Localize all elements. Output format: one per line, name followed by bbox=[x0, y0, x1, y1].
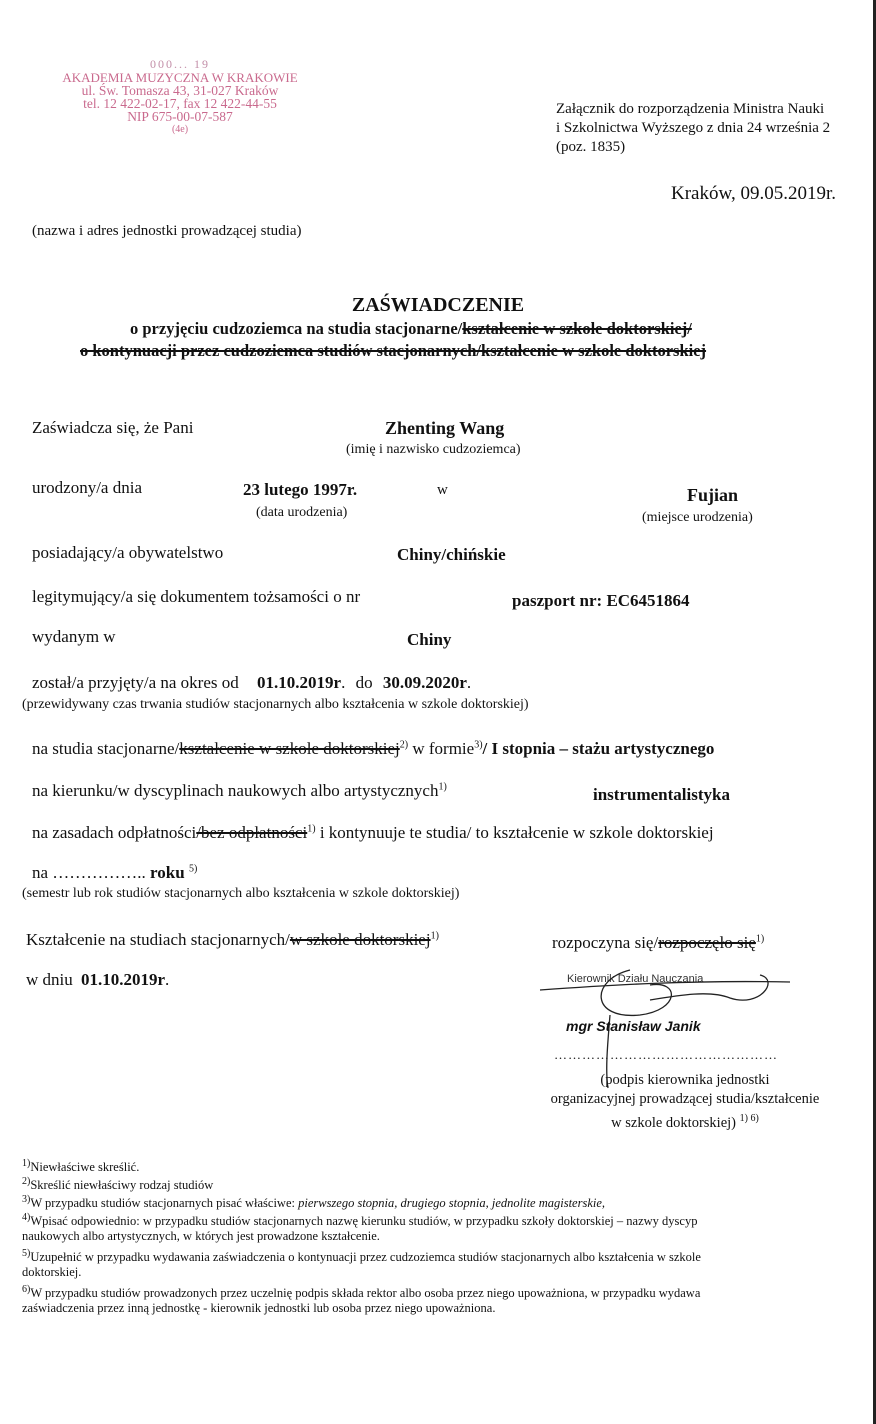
footnote-text: W przypadku studiów prowadzonych przez uczelnię podpis składa rektor albo osoba przez niego upoważniona, w przypadku wydawa bbox=[30, 1286, 701, 1301]
form-value: / I stopnia – stażu artystycznego bbox=[482, 739, 715, 758]
footnote-italic: pierwszego stopnia, drugiego stopnia, jednolite magisterskie, bbox=[298, 1196, 606, 1211]
admitted-label: został/a przyjęty/a na okres od 01.10.2019r. do 30.09.2020r. bbox=[32, 673, 472, 692]
document-title: ZAŚWIADCZENIE bbox=[351, 294, 525, 316]
field-text: na kierunku/w dyscyplinach naukowych albo artystycznych bbox=[32, 781, 439, 800]
admitted-text: został/a przyjęty/a na okres od bbox=[32, 673, 239, 692]
footnote-text: Uzupełnić w przypadku wydawania zaświadczenia o kontynuacji przez cudzoziemca studiów stacjonarnych albo kształcenia w szkole bbox=[30, 1250, 701, 1265]
footnote-6 bbox=[22, 1282, 700, 1316]
footnote-number: 4) bbox=[22, 1212, 31, 1223]
footnote-ref: 5) bbox=[188, 863, 198, 875]
annex-note bbox=[556, 100, 830, 157]
year-value: roku bbox=[150, 863, 185, 882]
id-value: paszport nr: EC6451864 bbox=[512, 591, 690, 610]
birth-date: 23 lutego 1997r. bbox=[243, 480, 358, 499]
field-value: instrumentalistyka bbox=[593, 785, 730, 804]
unit-caption: (nazwa i adres jednostki prowadzącej studia) bbox=[32, 223, 302, 239]
day-label: w dniu bbox=[26, 970, 73, 989]
day-line: w dniu 01.10.2019r. bbox=[26, 970, 170, 989]
start-line bbox=[26, 930, 439, 950]
footnote-text: Niewłaściwe skreślić. bbox=[30, 1160, 140, 1175]
birth-place-caption: (miejsce urodzenia) bbox=[642, 510, 753, 525]
footnote-number: 6) bbox=[22, 1284, 31, 1295]
citizenship-label: posiadający/a obywatelstwo bbox=[32, 543, 224, 562]
signature-stamp-title: Kierownik Działu Nauczania bbox=[567, 973, 704, 985]
annex-line: Załącznik do rozporządzenia Ministra Nauki bbox=[556, 101, 825, 117]
footnote-number: 1) bbox=[22, 1158, 31, 1169]
study-kept: na studia stacjonarne/ bbox=[32, 739, 180, 758]
year-label: na …………….. bbox=[32, 863, 146, 882]
stamp-institution: AKADEMIA MUZYCZNA W KRAKOWIE bbox=[62, 70, 298, 85]
issued-label: wydanym w bbox=[32, 627, 116, 646]
start-struck-2: rozpoczęło się bbox=[658, 933, 756, 952]
subtitle-struck: kształcenie w szkole doktorskiej/ bbox=[462, 319, 692, 338]
field-label bbox=[32, 781, 447, 801]
date-to: 30.09.2020r bbox=[382, 673, 467, 692]
study-struck: kształcenie w szkole doktorskiej bbox=[179, 739, 400, 758]
footnote-text: Skreślić niewłaściwy rodzaj studiów bbox=[30, 1178, 214, 1193]
stamp-number: 000... 19 bbox=[150, 57, 210, 71]
footnote-ref: 1) bbox=[307, 823, 316, 835]
footnote-continuation: zaświadczenia przez inną jednostkę - kierownik jednostki lub osoba przez niego upoważniona. bbox=[22, 1301, 496, 1316]
day-value: 01.10.2019r bbox=[81, 970, 166, 989]
footnote-1 bbox=[22, 1156, 139, 1175]
year-caption: (semestr lub rok studiów stacjonarnych albo kształcenia w szkole doktorskiej) bbox=[22, 886, 460, 901]
period-caption: (przewidywany czas trwania studiów stacjonarnych albo kształcenia w szkole doktorskiej) bbox=[22, 697, 529, 712]
signatory-name: mgr Stanisław Janik bbox=[566, 1018, 701, 1034]
born-label: urodzony/a dnia bbox=[32, 478, 142, 497]
signature-caption bbox=[515, 1071, 855, 1133]
date-from: 01.10.2019r bbox=[257, 673, 342, 692]
annex-line: (poz. 1835) bbox=[556, 139, 626, 155]
footnote-2 bbox=[22, 1174, 213, 1193]
intro-label: Zaświadcza się, że Pani bbox=[32, 418, 194, 437]
footnote-ref: 1) bbox=[755, 933, 765, 945]
fee-rest: i kontynuuje te studia/ to kształcenie w szkole doktorskiej bbox=[315, 823, 714, 842]
signature-line: ………………………………………… bbox=[554, 1047, 778, 1062]
footnote-5 bbox=[22, 1246, 701, 1280]
to-label: do bbox=[355, 673, 373, 692]
name-caption: (imię i nazwisko cudzoziemca) bbox=[346, 442, 521, 457]
footnote-number: 5) bbox=[22, 1248, 31, 1259]
footnote-ref: 1) bbox=[430, 930, 439, 942]
footnote-number: 2) bbox=[22, 1176, 31, 1187]
citizenship-value: Chiny/chińskie bbox=[397, 545, 506, 564]
start-kept: Kształcenie na studiach stacjonarnych/ bbox=[26, 930, 290, 949]
fee-line bbox=[32, 823, 714, 843]
start-mid: rozpoczyna się/ bbox=[552, 933, 659, 952]
subtitle-line-2: o kontynuacji przez cudzoziemca studiów stacjonarnych/kształcenie w szkole doktorskiej bbox=[80, 341, 707, 360]
id-label: legitymujący/a się dokumentem tożsamości o nr bbox=[32, 587, 361, 606]
footnote-4 bbox=[22, 1210, 697, 1244]
stamp-nip: NIP 675-00-07-587 bbox=[127, 109, 233, 124]
stamp-code: (4e) bbox=[171, 124, 189, 135]
place-date: Kraków, 09.05.2019r. bbox=[671, 183, 836, 204]
form-label: w formie bbox=[408, 739, 475, 758]
footnote-text: W przypadku studiów stacjonarnych pisać właściwe: bbox=[30, 1196, 299, 1211]
footnote-number: 3) bbox=[22, 1194, 31, 1205]
footnote-ref: 1) 6) bbox=[739, 1113, 759, 1124]
fee-kept: na zasadach odpłatności bbox=[32, 823, 197, 842]
footnote-continuation: doktorskiej. bbox=[22, 1265, 82, 1280]
footnote-ref: 1) bbox=[438, 781, 447, 793]
footnote-text: Wpisać odpowiednio: w przypadku studiów stacjonarnych nazwę kierunku studiów, w przypadku szkoły doktorskiej – nazwy dyscyp bbox=[30, 1214, 698, 1229]
footnote-3 bbox=[22, 1192, 605, 1211]
sig-caption-line: organizacyjnej prowadzącej studia/kształcenie bbox=[550, 1091, 820, 1107]
stamp-phone: tel. 12 422-02-17, fax 12 422-44-55 bbox=[83, 96, 277, 111]
footnote-continuation: naukowych albo artystycznych, w których jest prowadzone kształcenie. bbox=[22, 1229, 380, 1244]
issued-in: Chiny bbox=[407, 630, 452, 649]
subtitle-line-1 bbox=[130, 319, 692, 339]
sig-caption-line: (podpis kierownika jednostki bbox=[600, 1072, 770, 1088]
footnote-ref: 2) bbox=[399, 739, 409, 751]
annex-line: i Szkolnictwa Wyższego z dnia 24 września 2 bbox=[556, 120, 831, 136]
start-struck: w szkole doktorskiej bbox=[289, 930, 431, 949]
start-line-2 bbox=[552, 933, 764, 953]
birth-place: Fujian bbox=[687, 485, 739, 505]
foreigner-name: Zhenting Wang bbox=[385, 418, 505, 438]
year-line bbox=[32, 863, 197, 883]
fee-struck: /bez odpłatności bbox=[196, 823, 308, 842]
subtitle-kept: o przyjęciu cudzoziemca na studia stacjonarne/ bbox=[130, 319, 463, 338]
in-label: w bbox=[437, 482, 448, 498]
footnote-ref: 3) bbox=[474, 739, 483, 751]
institution-stamp bbox=[55, 58, 305, 136]
stamp-address: ul. Św. Tomasza 43, 31-027 Kraków bbox=[81, 83, 279, 98]
study-form-line bbox=[32, 739, 714, 759]
sig-caption-line: w szkole doktorskiej) bbox=[611, 1114, 737, 1131]
birth-date-caption: (data urodzenia) bbox=[256, 505, 348, 520]
